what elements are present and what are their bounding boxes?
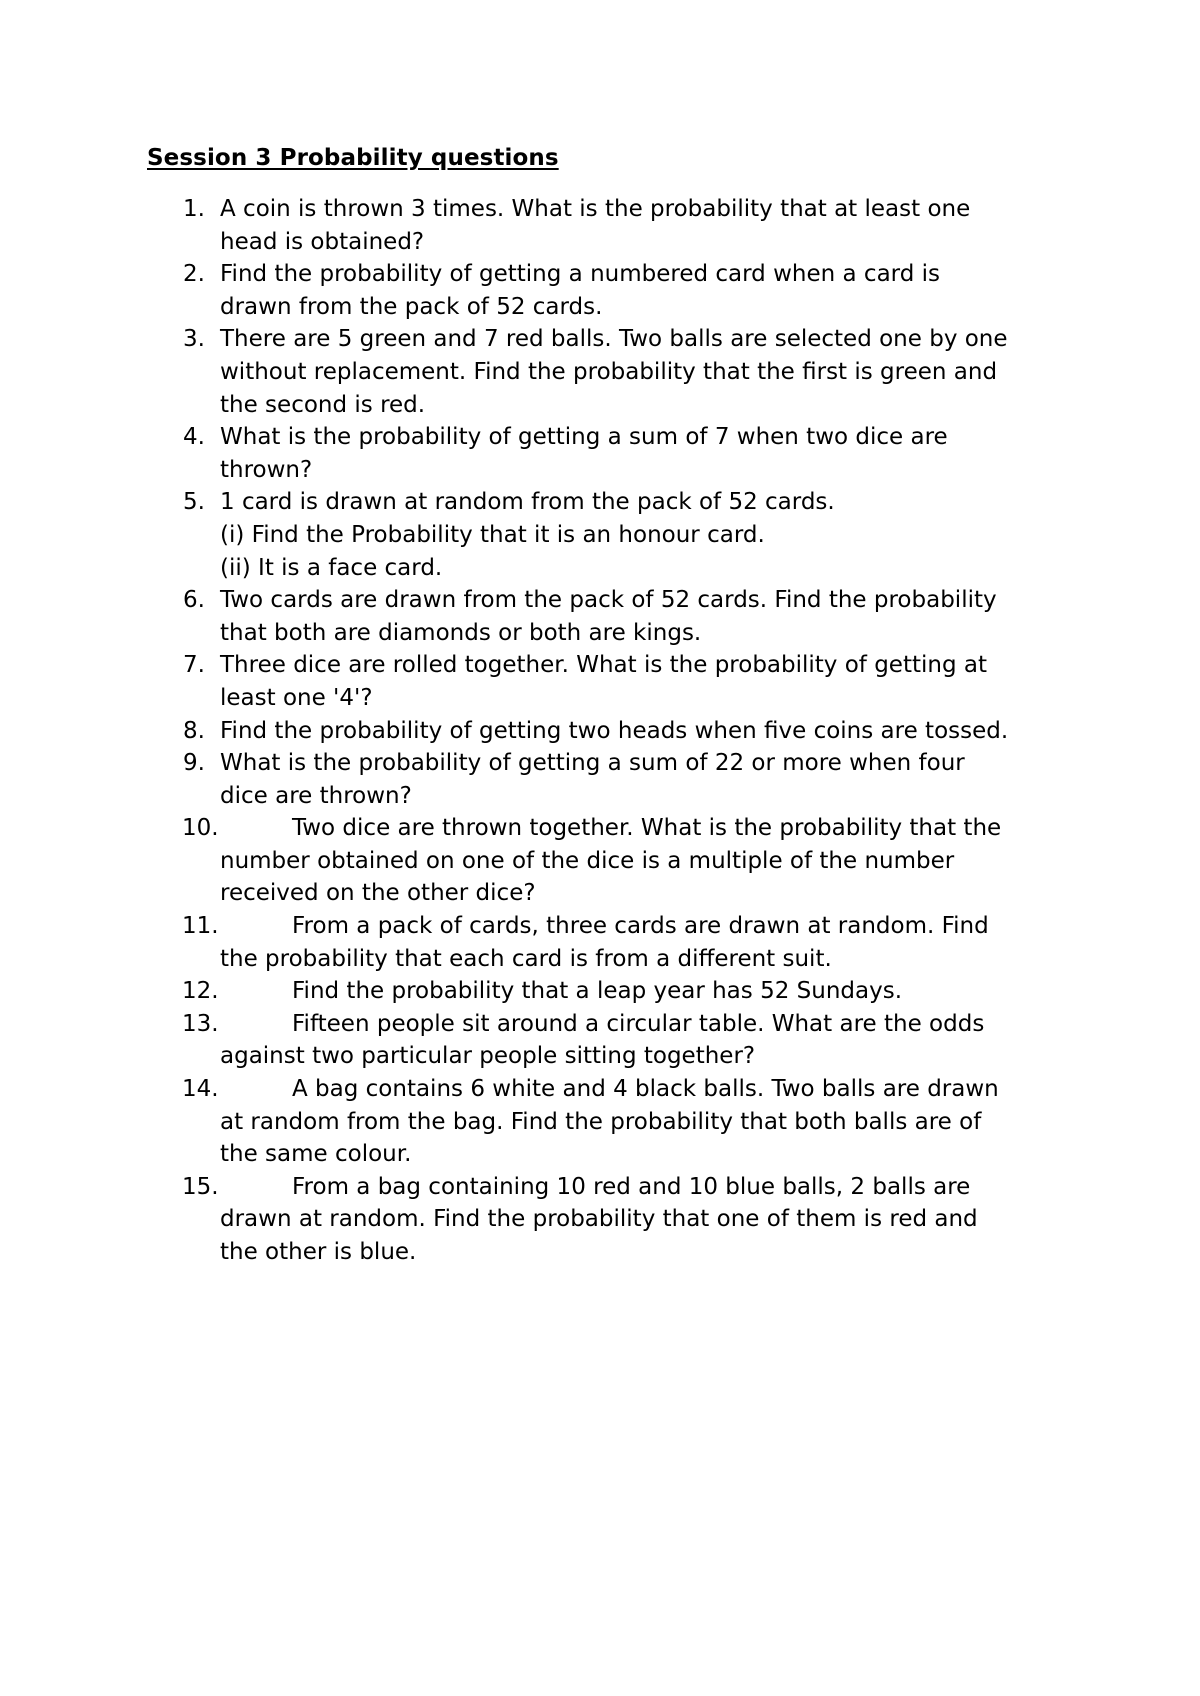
question-item [0, 421, 1200, 486]
question-line: the probability that each card is from a different suit. [220, 945, 832, 972]
question-text [220, 421, 1080, 486]
question-line: Find the probability that a leap year has 52 Sundays. [292, 978, 903, 1005]
question-item [0, 812, 1200, 910]
question-number: 2. [183, 261, 205, 288]
question-text [220, 1008, 1080, 1073]
question-line: received on the other dice? [220, 880, 536, 907]
question-line: number obtained on one of the dice is a multiple of the number [220, 847, 955, 874]
question-line: Two cards are drawn from the pack of 52 cards. Find the probability [220, 587, 997, 614]
question-item [0, 323, 1200, 421]
question-text [220, 812, 1080, 910]
question-text [220, 1171, 1080, 1269]
question-line: From a bag containing 10 red and 10 blue balls, 2 balls are [292, 1173, 971, 1200]
question-line: drawn at random. Find the probability that one of them is red and [220, 1206, 978, 1233]
question-item [0, 715, 1200, 748]
question-number: 6. [183, 587, 205, 614]
question-line: without replacement. Find the probability that the first is green and [220, 358, 998, 385]
question-number: 3. [183, 326, 205, 353]
question-line: A coin is thrown 3 times. What is the probability that at least one [220, 196, 971, 222]
question-item [0, 1073, 1200, 1171]
question-item [0, 747, 1200, 812]
question-line: the other is blue. [220, 1239, 417, 1265]
question-text [220, 258, 1080, 323]
question-number: 9. [183, 750, 205, 777]
question-item [0, 584, 1200, 649]
question-number: 13. [182, 1010, 219, 1037]
question-number: 15. [182, 1173, 219, 1200]
question-number: 12. [182, 978, 219, 1005]
question-line: the second is red. [220, 391, 426, 418]
question-item [0, 1008, 1200, 1073]
question-item [0, 193, 1200, 258]
question-item [0, 910, 1200, 975]
question-number: 5. [183, 489, 205, 516]
question-number: 11. [182, 913, 219, 940]
question-item [0, 258, 1200, 323]
question-line: What is the probability of getting a sum of 22 or more when four [220, 750, 965, 777]
question-line: against two particular people sitting together? [220, 1043, 756, 1070]
question-line: 1 card is drawn at random from the pack of 52 cards. [220, 489, 835, 516]
question-line: A bag contains 6 white and 4 black balls. Two balls are drawn [292, 1076, 999, 1103]
question-text [220, 486, 1080, 584]
question-text [220, 715, 1080, 748]
question-line: drawn from the pack of 52 cards. [220, 293, 603, 320]
question-subpart: (i) Find the Probability that it is an honour card. [220, 521, 765, 548]
question-number: 8. [183, 717, 205, 744]
question-number: 14. [182, 1076, 219, 1103]
question-item [0, 1171, 1200, 1269]
question-number: 10. [182, 815, 219, 842]
question-list [0, 193, 1200, 1269]
question-text [220, 649, 1080, 714]
question-line: Find the probability of getting two heads when five coins are tossed. [220, 717, 1009, 744]
question-subpart: (ii) It is a face card. [220, 554, 443, 581]
question-line: at random from the bag. Find the probability that both balls are of [220, 1108, 982, 1135]
question-line: There are 5 green and 7 red balls. Two balls are selected one by one [220, 326, 1008, 353]
question-line: least one '4'? [220, 684, 373, 711]
question-line: the same colour. [220, 1141, 412, 1168]
question-number: 1. [183, 196, 205, 222]
question-line: dice are thrown? [220, 782, 412, 809]
question-line: From a pack of cards, three cards are drawn at random. Find [292, 913, 989, 940]
question-line: Two dice are thrown together. What is the probability that the [292, 815, 1002, 842]
question-text [220, 910, 1080, 975]
question-text [220, 193, 1080, 258]
question-text [220, 747, 1080, 812]
question-line: Three dice are rolled together. What is the probability of getting at [220, 652, 987, 679]
question-number: 4. [183, 424, 205, 451]
question-line: Find the probability of getting a numbered card when a card is [220, 261, 940, 288]
question-line: thrown? [220, 456, 313, 483]
question-item [0, 975, 1200, 1008]
question-text [220, 975, 1080, 1008]
question-item [0, 486, 1200, 584]
document-title: Session 3 Probability questions [147, 145, 559, 171]
question-text [220, 323, 1080, 421]
question-item [0, 649, 1200, 714]
question-line: Fifteen people sit around a circular table. What are the odds [292, 1010, 985, 1037]
question-line: that both are diamonds or both are kings. [220, 619, 702, 646]
question-text [220, 1073, 1080, 1171]
question-number: 7. [183, 652, 205, 679]
question-line: What is the probability of getting a sum of 7 when two dice are [220, 424, 948, 451]
question-text [220, 584, 1080, 649]
question-line: head is obtained? [220, 228, 425, 255]
